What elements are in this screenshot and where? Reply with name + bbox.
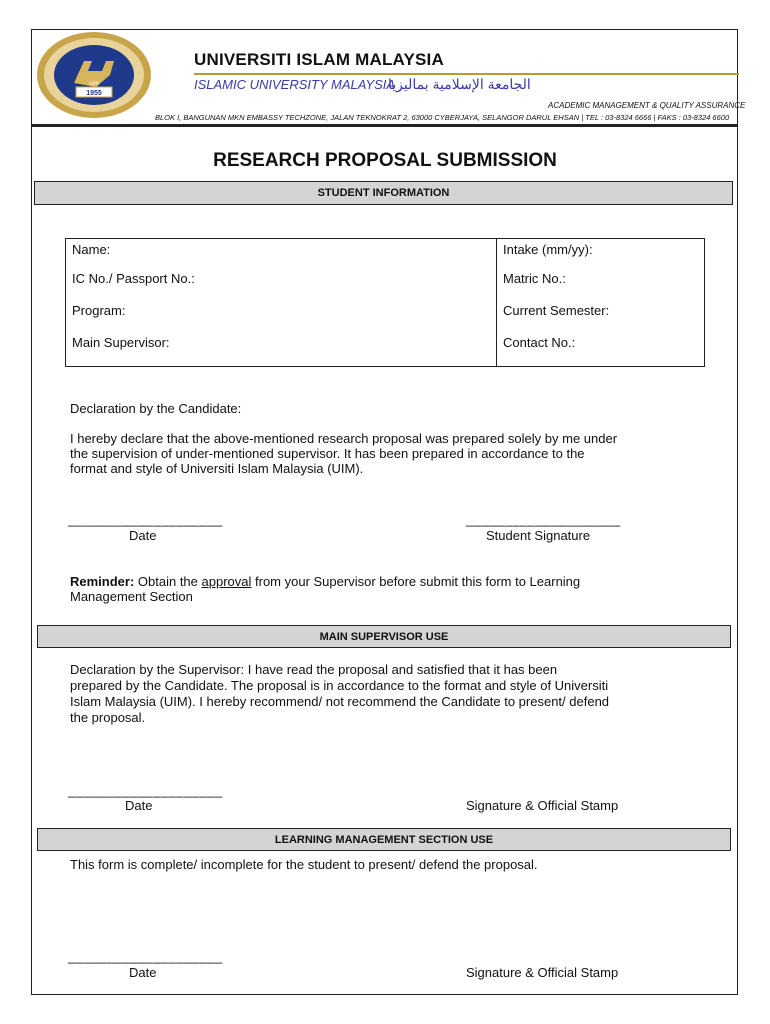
table-row [66, 301, 705, 333]
field-ic-passport[interactable]: IC No./ Passport No.: [66, 269, 497, 301]
supervisor-declaration-line-2: prepared by the Candidate. The proposal is in accordance to the format and style of Universiti [70, 678, 609, 693]
candidate-declaration-heading: Declaration by the Candidate: [70, 401, 242, 416]
university-name-arabic: الجامعة الإسلامية بماليزيا [388, 76, 531, 92]
supervisor-declaration-line-4: the proposal. [70, 710, 146, 725]
student-signature-line: ____________________ [466, 512, 621, 527]
field-main-supervisor[interactable]: Main Supervisor: [66, 333, 497, 367]
supervisor-date-label: Date [125, 798, 153, 813]
table-row [66, 333, 705, 367]
field-intake[interactable]: Intake (mm/yy): [497, 239, 705, 270]
supervisor-declaration-line-3: Islam Malaysia (UIM). I hereby recommend/ not recommend the Candidate to present/ defend [70, 694, 610, 709]
lms-date-label: Date [129, 965, 157, 980]
field-contact[interactable]: Contact No.: [497, 333, 705, 367]
date-signature-line: ____________________ [68, 512, 223, 527]
section-main-supervisor-use: MAIN SUPERVISOR USE [37, 625, 731, 648]
candidate-declaration-line-1: I hereby declare that the above-mentioned research proposal was prepared solely by me under [70, 431, 618, 446]
student-info-table [65, 238, 705, 367]
address-line: BLOK I, BANGUNAN MKN EMBASSY TECHZONE, JALAN TEKNOKRAT 2, 63000 CYBERJAYA, SELANGOR DARUL EHSAN | TEL : 03-8324 6666 | FAKS : 03-8324 6600 [155, 113, 730, 122]
candidate-declaration-line-3: format and style of Universiti Islam Malaysia (UIM). [70, 461, 364, 476]
form-title: RESEARCH PROPOSAL SUBMISSION [213, 150, 557, 171]
reminder-after: from your Supervisor before submit this form to Learning [251, 574, 581, 589]
table-row [66, 239, 705, 270]
field-name[interactable]: Name: [66, 239, 497, 270]
candidate-declaration-line-2: the supervision of under-mentioned supervisor. It has been prepared in accordance to the [70, 446, 585, 461]
date-label: Date [129, 528, 157, 543]
lms-date-line: ____________________ [68, 949, 223, 964]
department-name: ACADEMIC MANAGEMENT & QUALITY ASSURANCE [548, 101, 746, 110]
reminder-before: Obtain the [134, 574, 202, 589]
supervisor-signature-label: Signature & Official Stamp [466, 798, 619, 813]
supervisor-declaration-line-1: Declaration by the Supervisor: I have read the proposal and satisfied that it has been [70, 662, 558, 677]
supervisor-date-line: ____________________ [68, 783, 223, 798]
reminder-label: Reminder: [70, 574, 135, 589]
header-divider [31, 124, 738, 127]
student-signature-label: Student Signature [486, 528, 591, 543]
university-logo [36, 31, 152, 119]
logo-year: 1955 [86, 90, 102, 97]
section-learning-management-use: LEARNING MANAGEMENT SECTION USE [37, 828, 731, 851]
approval-link: approval [201, 574, 252, 589]
header-gold-line [194, 73, 739, 75]
table-row [66, 269, 705, 301]
field-matric[interactable]: Matric No.: [497, 269, 705, 301]
field-semester[interactable]: Current Semester: [497, 301, 705, 333]
reminder-line-2: Management Section [70, 589, 193, 604]
university-name-english: ISLAMIC UNIVERSITY MALAYSIA [194, 77, 396, 92]
logo-text: uim [89, 81, 99, 87]
reminder-text [70, 574, 580, 589]
field-program[interactable]: Program: [66, 301, 497, 333]
lms-signature-label: Signature & Official Stamp [466, 965, 619, 980]
section-student-information: STUDENT INFORMATION [34, 181, 733, 205]
university-name: UNIVERSITI ISLAM MALAYSIA [194, 50, 444, 69]
lms-statement: This form is complete/ incomplete for the student to present/ defend the proposal. [70, 857, 538, 872]
